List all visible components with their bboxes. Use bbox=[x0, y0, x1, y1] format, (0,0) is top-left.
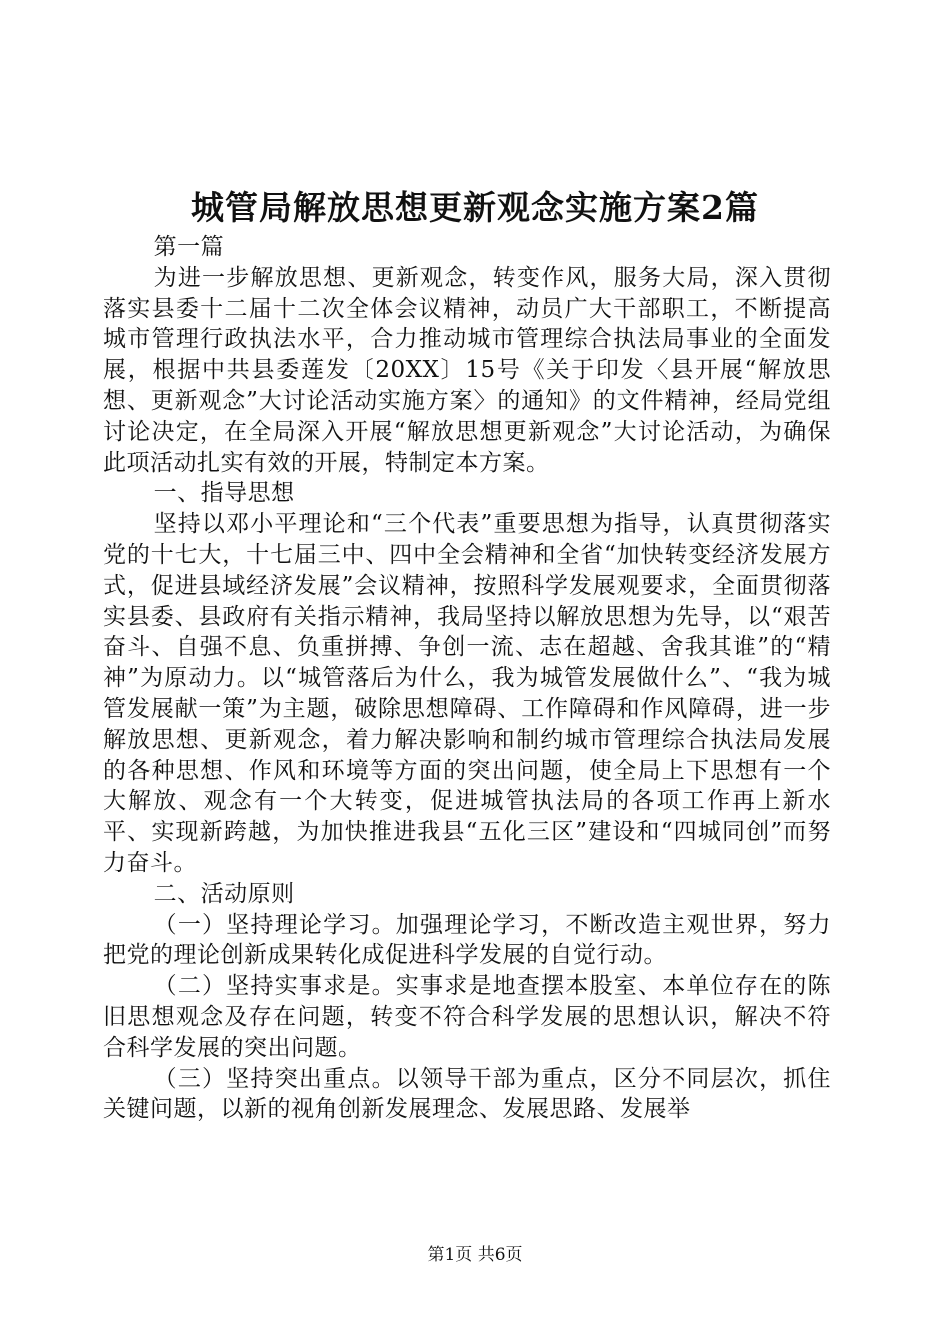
page-footer: 第1页 共6页 bbox=[427, 1245, 523, 1265]
guiding-thought-paragraph: 坚持以邓小平理论和“三个代表”重要思想为指导，认真贯彻落实党的十七大，十七届三中、四中全会精神和全省“加快转变经济发展方式，促进县域经济发展”会议精神，按照科学发展观要求，全面贯彻落实县委、县政府有关指示精神，我局坚持以解放思想为先导，以“艰苦奋斗、自强不息、负重拼搏、争创一流、志在超越、舍我其谁”的“精神”为原动力。以“城管落后为什么，我为城管发展做什么”、“我为城管发展献一策”为主题，破除思想障碍、工作障碍和作风障碍，进一步解放思想、更新观念，着力解决影响和制约城市管理综合执法局发展的各种思想、作风和环境等方面的突出问题，使全局上下思想有一个大解放、观念有一个大转变，促进城管执法局的各项工作再上新水平、实现新跨越，为加快推进我县“五化三区”建设和“四城同创”而努力奋斗。 bbox=[103, 511, 831, 876]
section-heading-principles: 二、活动原则 bbox=[153, 880, 295, 907]
section-heading-guiding-thought: 一、指导思想 bbox=[153, 480, 295, 507]
principle-paragraph-1: （一）坚持理论学习。加强理论学习，不断改造主观世界，努力把党的理论创新成果转化成促进科学发展的自觉行动。 bbox=[103, 911, 831, 969]
principle-paragraph-3: （三）坚持突出重点。以领导干部为重点，区分不同层次，抓住关键问题，以新的视角创新发展理念、发展思路、发展举 bbox=[103, 1065, 831, 1123]
section-label: 第一篇 bbox=[153, 234, 225, 260]
document-body bbox=[103, 232, 831, 1125]
principle-paragraph-2: （二）坚持实事求是。实事求是地查摆本股室、本单位存在的陈旧思想观念及存在问题，转变不符合科学发展的思想认识，解决不符合科学发展的突出问题。 bbox=[103, 973, 831, 1061]
intro-paragraph: 为进一步解放思想、更新观念，转变作风，服务大局，深入贯彻落实县委十二届十二次全体会议精神，动员广大干部职工，不断提高城市管理行政执法水平，合力推动城市管理综合执法局事业的全面发展，根据中共县委莲发〔20XX〕15号《关于印发〈县开展“解放思想、更新观念”大讨论活动实施方案〉的通知》的文件精神，经局党组讨论决定，在全局深入开展“解放思想更新观念”大讨论活动，为确保此项活动扎实有效的开展，特制定本方案。 bbox=[103, 264, 831, 476]
document-title: 城管局解放思想更新观念实施方案2篇 bbox=[191, 188, 759, 227]
